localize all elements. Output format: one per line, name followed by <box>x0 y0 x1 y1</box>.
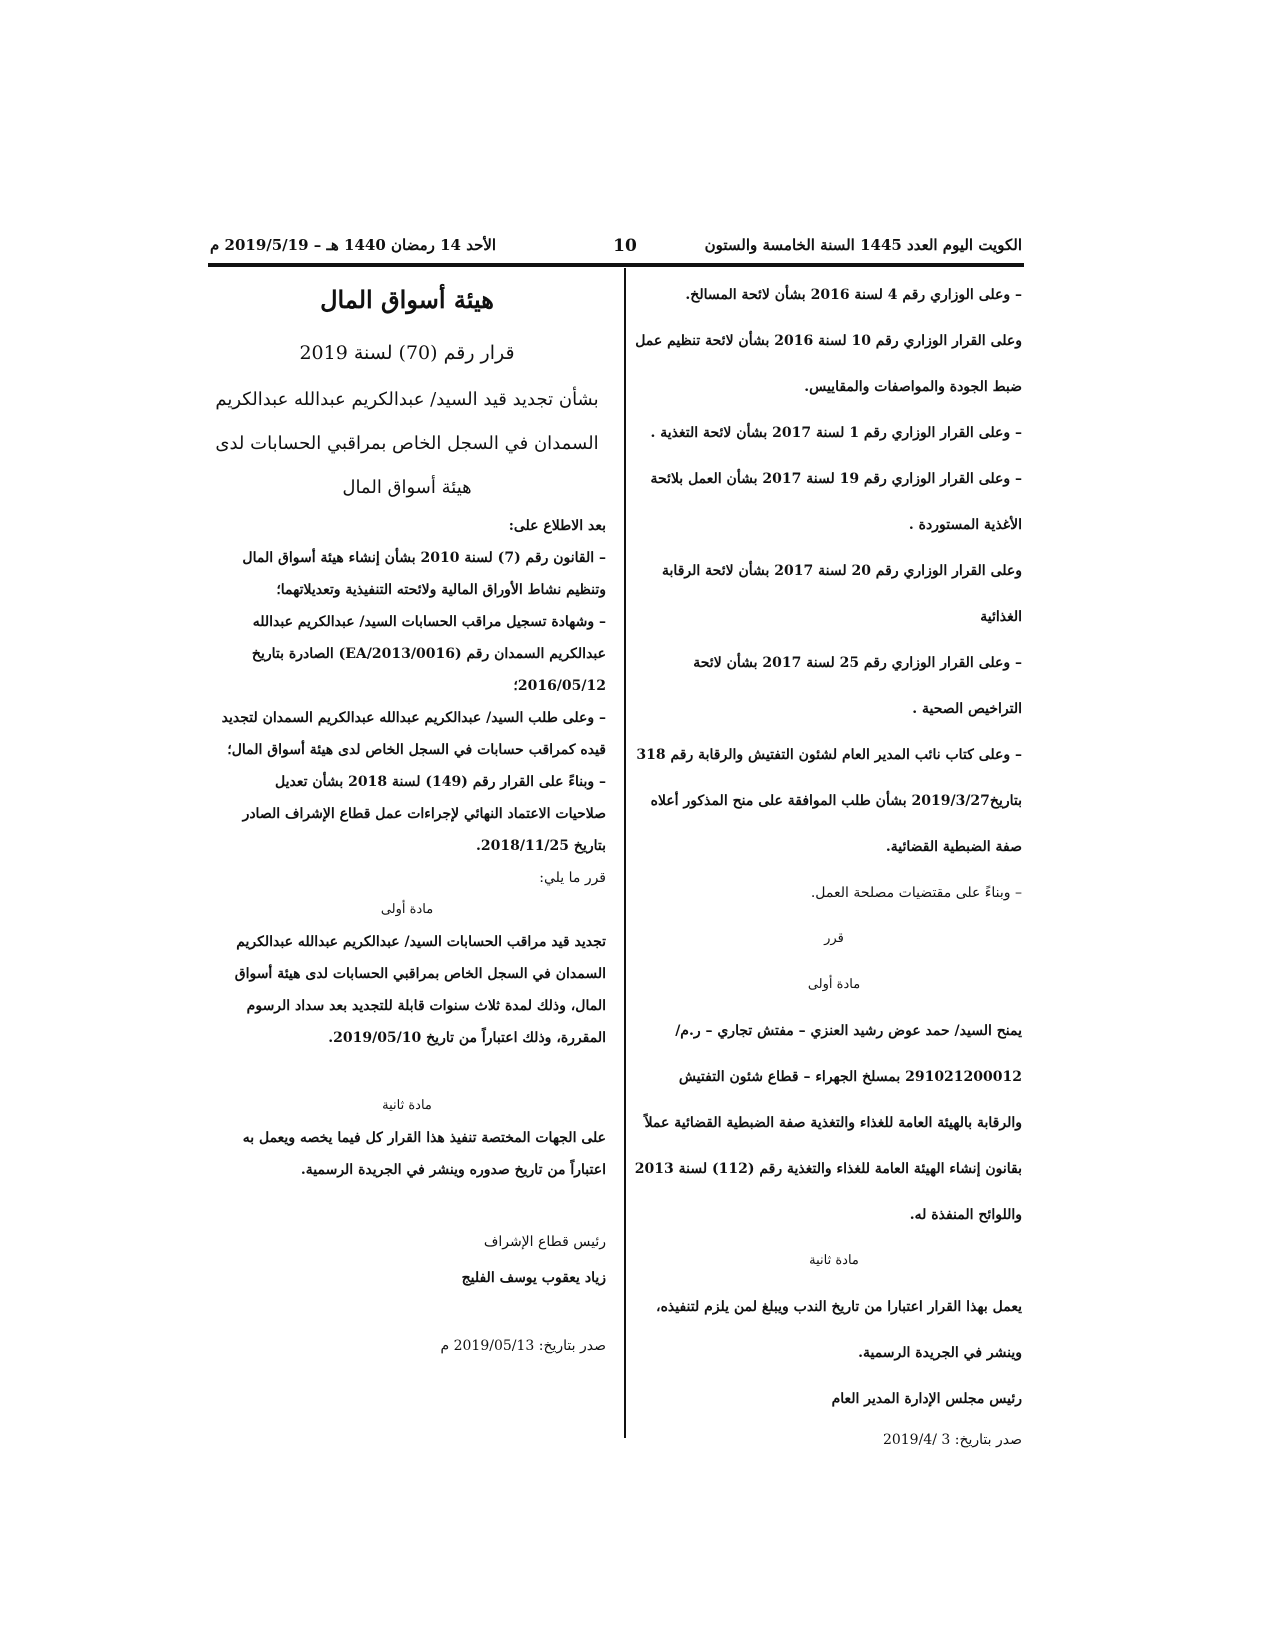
text-line: المال، وذلك لمدة ثلاث سنوات قابلة للتجديد بعد سداد الرسوم <box>246 998 606 1014</box>
text-line: المقررة، وذلك اعتباراً من تاريخ 2019/05/10. <box>328 1030 606 1046</box>
signatory-name: زياد يعقوب يوسف الفليج <box>461 1270 606 1286</box>
text-line: بقانون إنشاء الهيئة العامة للغذاء والتغذية رقم (112) لسنة 2013 <box>634 1161 1022 1177</box>
text-line: السمدان في السجل الخاص بمراقبي الحسابات لدى هيئة أسواق <box>234 966 606 982</box>
text-line: واللوائح المنفذة له. <box>909 1207 1022 1223</box>
text-line: تجديد قيد مراقب الحسابات السيد/ عبدالكريم عبدالله عبدالكريم <box>236 934 606 950</box>
issue-date: صدر بتاريخ: 2019/05/13 م <box>440 1338 606 1354</box>
decision-subject: السمدان في السجل الخاص بمراقبي الحسابات لدى <box>215 433 599 454</box>
text-line: والرقابة بالهيئة العامة للغذاء والتغذية صفة الضبطية القضائية عملاً <box>644 1115 1022 1131</box>
article-heading: مادة ثانية <box>382 1098 432 1113</box>
text-line: يعمل بهذا القرار اعتبارا من تاريخ الندب ويبلغ لمن يلزم لتنفيذه، <box>656 1299 1022 1315</box>
signatory: رئيس مجلس الإدارة المدير العام <box>831 1391 1022 1407</box>
decision-subject: هيئة أسواق المال <box>342 477 472 498</box>
article-heading: مادة أولى <box>380 902 434 917</box>
text-line: صلاحيات الاعتماد النهائي لإجراءات عمل قطاع الإشراف الصادر <box>242 806 606 822</box>
issue-date: صدر بتاريخ: 3 /2019/4 <box>882 1432 1022 1448</box>
article-heading: مادة أولى <box>807 977 861 992</box>
authority-title: هيئة أسواق المال <box>320 285 494 314</box>
right-column <box>634 272 1022 1458</box>
column-divider <box>624 268 626 1438</box>
text-line: – وعلى القرار الوزاري رقم 1 لسنة 2017 بشأن لائحة التغذية . <box>650 425 1022 441</box>
text-line: – القانون رقم (7) لسنة 2010 بشأن إنشاء هيئة أسواق المال <box>242 550 606 566</box>
text-line: وعلى القرار الوزاري رقم 10 لسنة 2016 بشأن لائحة تنظيم عمل <box>635 333 1022 349</box>
text-line: – وبناءً على مقتضيات مصلحة العمل. <box>810 885 1022 901</box>
text-line: – وشهادة تسجيل مراقب الحسابات السيد/ عبدالكريم عبدالله <box>252 614 606 630</box>
preamble: بعد الاطلاع على: <box>508 518 606 534</box>
left-column <box>208 272 606 1362</box>
text-line: قيده كمراقب حسابات في السجل الخاص لدى هيئة أسواق المال؛ <box>227 742 606 758</box>
signatory-title: رئيس قطاع الإشراف <box>483 1234 606 1250</box>
text-line: اعتباراً من تاريخ صدوره وينشر في الجريدة الرسمية. <box>300 1162 606 1178</box>
text-line: ضبط الجودة والمواصفات والمقاييس. <box>804 379 1022 395</box>
text-line: الأغذية المستوردة . <box>908 517 1022 533</box>
text-line: يمنح السيد/ حمد عوض رشيد العنزي – مفتش تجاري – ر.م/ <box>675 1023 1022 1039</box>
text-line: 291021200012 بمسلخ الجهراء – قطاع شئون التفتيش <box>678 1069 1022 1085</box>
header-rule <box>208 263 1024 267</box>
text-line: – وعلى القرار الوزاري رقم 25 لسنة 2017 بشأن لائحة <box>693 655 1022 671</box>
text-line: الغذائية <box>980 609 1022 625</box>
text-line: – وبناءً على القرار رقم (149) لسنة 2018 بشأن تعديل <box>274 774 606 790</box>
text-line: – وعلى الوزاري رقم 4 لسنة 2016 بشأن لائحة المسالخ. <box>685 287 1022 303</box>
text-line: بتاريخ2019/3/27 بشأن طلب الموافقة على منح المذكور أعلاه <box>650 793 1022 809</box>
decision-word: قرر <box>824 931 844 946</box>
header-date: الأحد 14 رمضان 1440 هـ – 2019/5/19 م <box>210 236 497 254</box>
header-publication-info: الكويت اليوم العدد 1445 السنة الخامسة والستون <box>704 236 1022 254</box>
text-line: – وعلى طلب السيد/ عبدالكريم عبدالله عبدالكريم السمدان لتجديد <box>221 710 606 726</box>
page-number: 10 <box>613 236 637 256</box>
text-line: التراخيص الصحية . <box>912 701 1022 717</box>
decision-intro: قرر ما يلي: <box>539 870 606 886</box>
text-line: صفة الضبطية القضائية. <box>885 839 1022 855</box>
text-line: وينشر في الجريدة الرسمية. <box>858 1345 1022 1361</box>
text-line: على الجهات المختصة تنفيذ هذا القرار كل فيما يخصه ويعمل به <box>242 1130 606 1146</box>
decision-number: قرار رقم (70) لسنة 2019 <box>299 342 515 364</box>
text-line: وتنظيم نشاط الأوراق المالية ولائحته التنفيذية وتعديلاتهما؛ <box>276 582 606 598</box>
decision-subject: بشأن تجديد قيد السيد/ عبدالكريم عبدالله عبدالكريم <box>215 389 599 410</box>
article-heading: مادة ثانية <box>809 1253 859 1268</box>
text-line: عبدالكريم السمدان رقم (EA/2013/0016) الصادرة بتاريخ <box>251 646 606 662</box>
text-line: – وعلى كتاب نائب المدير العام لشئون التفتيش والرقابة رقم 318 <box>636 747 1022 763</box>
text-line: وعلى القرار الوزاري رقم 20 لسنة 2017 بشأن لائحة الرقابة <box>662 563 1022 579</box>
text-line: 2016/05/12؛ <box>513 678 606 694</box>
text-line: – وعلى القرار الوزاري رقم 19 لسنة 2017 بشأن العمل بلائحة <box>650 471 1022 487</box>
text-line: بتاريخ 2018/11/25. <box>476 838 606 854</box>
